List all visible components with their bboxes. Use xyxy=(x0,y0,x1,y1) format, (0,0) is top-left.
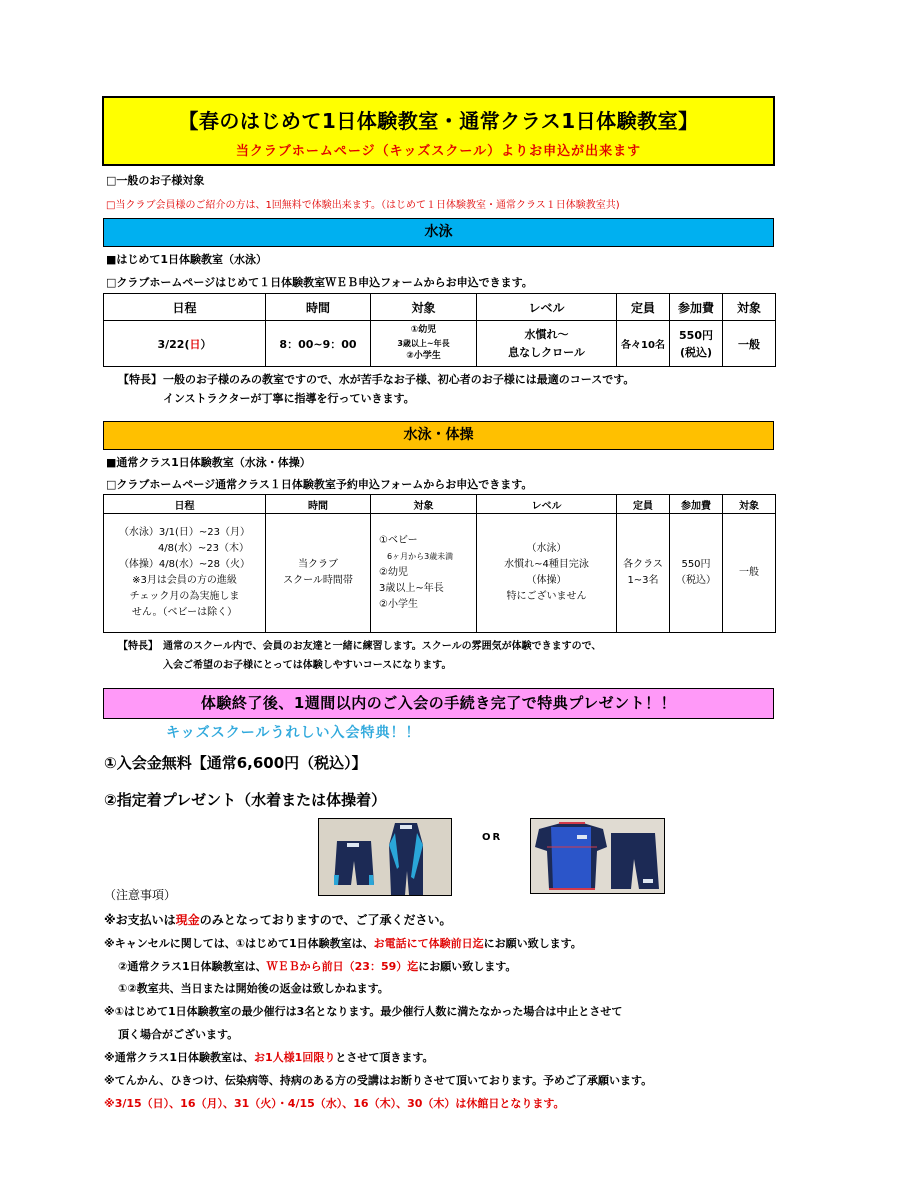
table-header-row xyxy=(104,495,776,514)
col-header-capacity: 定員 xyxy=(617,495,670,514)
col-header-time: 時間 xyxy=(266,294,371,321)
page-title: 【春のはじめて1日体験教室・通常クラス1日体験教室】 xyxy=(178,109,699,133)
gym-wear-photo xyxy=(530,818,665,894)
date-day-highlight: 日 xyxy=(189,337,201,351)
col-header-date: 日程 xyxy=(104,294,266,321)
cell-time: 当クラブ スクール時間帯 xyxy=(266,514,371,633)
swimwear-illustration-icon xyxy=(319,819,451,895)
caution-refund: ①②教室共、当日または開始後の返金は致しかねます。 xyxy=(118,982,389,995)
col-header-audience: 対象 xyxy=(723,495,776,514)
swim-gym-heading: ■通常クラス1日体験教室（水泳・体操） xyxy=(106,456,311,469)
swim-section-band: 水泳 xyxy=(103,218,774,247)
perk-item-2: ②指定着プレゼント（水着または体操着） xyxy=(104,791,387,809)
swim-feature-line-1: 一般のお子様のみの教室ですので、水が苦手なお子様、初心者のお子様には最適のコースです。 xyxy=(163,373,635,386)
col-header-time: 時間 xyxy=(266,495,371,514)
cell-target: ①幼児 3歳以上~年長 ②小学生 xyxy=(371,321,477,367)
cell-level: 水慣れ～ 息なしクロール xyxy=(477,321,617,367)
swim-gym-schedule-table xyxy=(103,494,776,633)
col-header-level: レベル xyxy=(477,495,617,514)
page-subtitle: 当クラブホームページ（キッズスクール）よりお申込が出来ます xyxy=(235,144,642,159)
swim-heading: ■はじめて1日体験教室（水泳） xyxy=(106,253,268,266)
title-banner xyxy=(102,96,775,166)
swim-feature-line-2: インストラクターが丁寧に指導を行っていきます。 xyxy=(163,392,415,405)
caution-cancel-2: ②通常クラス1日体験教室は、ＷＥＢから前日（23：59）迄にお願い致します。 xyxy=(118,960,517,973)
cell-time: 8：00~9：00 xyxy=(266,321,371,367)
caution-minimum-line-2: 頂く場合がございます。 xyxy=(118,1028,239,1041)
cell-fee: 550円 (税込) xyxy=(670,321,723,367)
swim-apply-note: □クラブホームページはじめて１日体験教室ＷＥＢ申込フォームからお申込できます。 xyxy=(106,276,533,289)
caution-minimum-line-1: ※①はじめて1日体験教室の最少催行は3名となります。最少催行人数に満たなかった場合は中止とさせて xyxy=(104,1005,623,1018)
caution-closed-days: ※3/15（日）、16（月）、31（火）・4/15（水）、16（木）、30（木）は休館日となります。 xyxy=(104,1097,565,1110)
swim-schedule-table xyxy=(103,293,776,367)
col-header-level: レベル xyxy=(477,294,617,321)
swim-gym-apply-note: □クラブホームページ通常クラス１日体験教室予約申込フォームからお申込できます。 xyxy=(106,478,533,491)
col-header-audience: 対象 xyxy=(723,294,776,321)
swim-gym-section-band: 水泳・体操 xyxy=(103,421,774,450)
swim-gym-feature-line-2: 入会ご希望のお子様にとっては体験しやすいコースになります。 xyxy=(163,660,452,671)
cell-capacity: 各クラス 1~3名 xyxy=(617,514,670,633)
cell-target: ①ベビー 6ヶ月から3歳未満 ②幼児 3歳以上~年長 ②小学生 xyxy=(371,514,477,633)
or-label: OR xyxy=(482,832,503,843)
cell-level: （水泳） 水慣れ~4種目完泳 （体操） 特にございません xyxy=(477,514,617,633)
perk-subtitle: キッズスクールうれしい入会特典！！ xyxy=(166,725,421,741)
swim-gym-feature-label: 【特長】 xyxy=(118,641,158,652)
cell-audience: 一般 xyxy=(723,514,776,633)
cell-fee: 550円 （税込） xyxy=(670,514,723,633)
perk-band: 体験終了後、1週間以内のご入会の手続き完了で特典プレゼント！！ xyxy=(103,688,774,719)
caution-health: ※てんかん、ひきつけ、伝染病等、持病のある方の受講はお断りさせて頂いております。予めご了承願います。 xyxy=(104,1074,653,1087)
cautions-heading: （注意事項） xyxy=(104,888,177,902)
table-row xyxy=(104,514,776,633)
swim-gym-feature-line-1: 通常のスクール内で、会員のお友達と一緒に練習します。スクールの雰囲気が体験できますので、 xyxy=(163,641,602,652)
col-header-capacity: 定員 xyxy=(617,294,670,321)
col-header-target: 対象 xyxy=(371,294,477,321)
referral-note: □当クラブ会員様のご紹介の方は、1回無料で体験出来ます。（はじめて１日体験教室・通常クラス１日体験教室共) xyxy=(106,200,620,211)
perk-item-1: ①入会金無料【通常6,600円（税込）】 xyxy=(104,754,367,772)
swimwear-photo xyxy=(318,818,452,896)
table-row xyxy=(104,321,776,367)
caution-payment: ※お支払いは現金のみとなっておりますので、ご了承ください。 xyxy=(104,913,452,927)
cell-date: 3/22(日） xyxy=(104,321,266,367)
col-header-fee: 参加費 xyxy=(670,294,723,321)
caution-cancel-1: ※キャンセルに関しては、①はじめて1日体験教室は、お電話にて体験前日迄にお願い致します。 xyxy=(104,937,582,950)
cell-capacity: 各々10名 xyxy=(617,321,670,367)
caution-once: ※通常クラス1日体験教室は、お1人様1回限りとさせて頂きます。 xyxy=(104,1051,434,1064)
table-header-row xyxy=(104,294,776,321)
cell-audience: 一般 xyxy=(723,321,776,367)
col-header-target: 対象 xyxy=(371,495,477,514)
target-note: □一般のお子様対象 xyxy=(106,174,205,187)
col-header-date: 日程 xyxy=(104,495,266,514)
cell-schedule: （水泳）3/1(日）~23（月） 4/8(水）~23（木） （体操）4/8(水）~28（火） ※3月は会員の方の進級 チェック月の為実施しま せん。（ベビーは除く） xyxy=(104,514,266,633)
gym-wear-illustration-icon xyxy=(531,819,664,893)
col-header-fee: 参加費 xyxy=(670,495,723,514)
swim-feature-label: 【特長】 xyxy=(118,373,162,386)
